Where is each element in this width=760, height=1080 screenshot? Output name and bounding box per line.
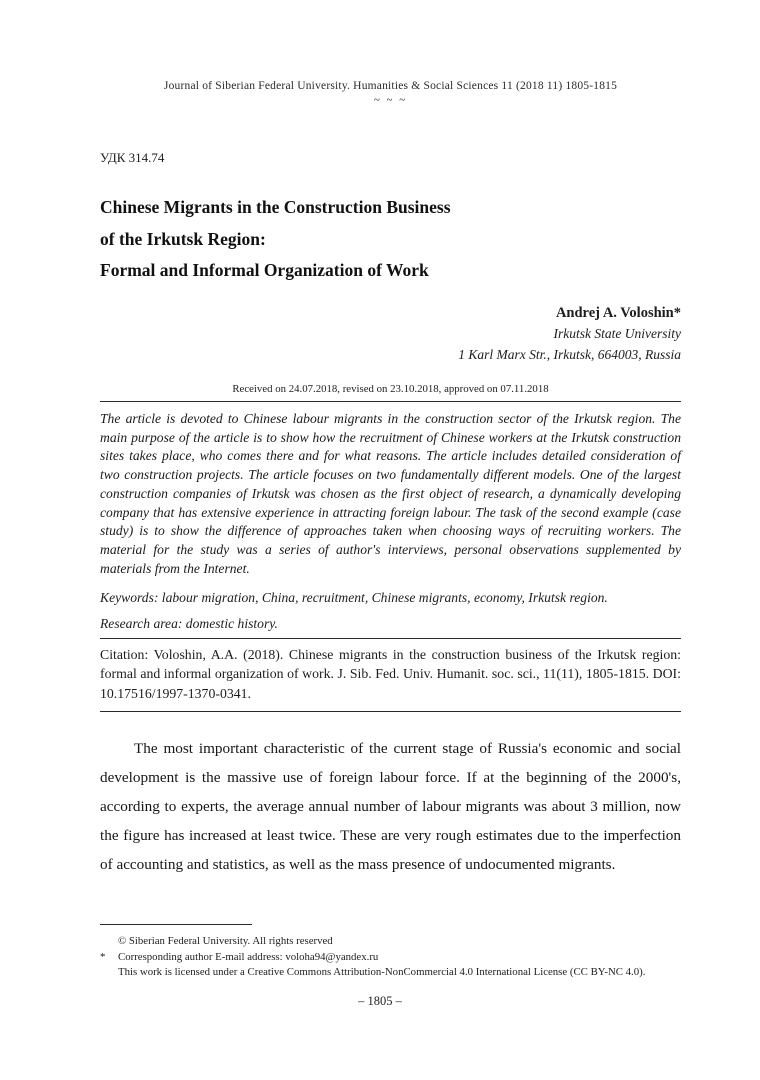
footnote-asterisk: * (100, 950, 106, 963)
abstract-text: The article is devoted to Chinese labour migrants in the construction sector of the Irkutsk region. The main purpose of the article is to show how the recruitment of Chinese workers at the Irkutsk construction sites takes place, who comes there and for what reasons. The article includes detailed consideration of two construction projects. The article focuses on two fundamentally different models. One of the largest construction companies of Irkutsk was chosen as the first object of research, a dynamically developing company that has extensive experience in attracting foreign labour. The task of the second example (case study) is to show the difference of approaches taken when choosing ways of recruiting workers. The material for the study was a series of author's interviews, personal observations supplemented by materials from the Internet. (100, 410, 681, 576)
divider-below-citation (100, 711, 681, 712)
divider-above-citation (100, 638, 681, 639)
footnote-block (100, 934, 681, 981)
title-line-1: Chinese Migrants in the Construction Business (100, 197, 451, 217)
footnote-copyright-text: © Siberian Federal University. All rights reserved (118, 935, 333, 947)
title-line-2: of the Irkutsk Region: (100, 228, 266, 249)
footnote-marker-empty (100, 934, 118, 950)
research-area-line: Research area: domestic history. (100, 615, 278, 631)
footnote-marker-empty-2 (100, 965, 118, 981)
udc-label: УДК 314.74 (100, 150, 165, 165)
author-address: 1 Karl Marx Str., Irkutsk, 664003, Russia (458, 346, 681, 362)
footnote-copyright (100, 934, 681, 950)
footnote-license-text: This work is licensed under a Creative Commons Attribution-NonCommercial 4.0 International License (CC BY-NC 4.0). (118, 966, 646, 979)
body-paragraph: The most important characteristic of the current stage of Russia's economic and social development is the massive use of foreign labour force. If at the beginning of the 2000's, according to experts, the average annual number of labour migrants was about 3 million, now the figure has increased at least twice. These are very rough estimates due to the imperfection of accounting and statistics, as well as the mass presence of undocumented migrants. (100, 739, 681, 874)
journal-header: Journal of Siberian Federal University. Humanities & Social Sciences 11 (2018 11) 1805-1815 (163, 80, 618, 92)
keywords-line: Keywords: labour migration, China, recruitment, Chinese migrants, economy, Irkutsk region. (100, 589, 608, 605)
divider-top-of-abstract (100, 401, 681, 402)
author-affiliation: Irkutsk State University (553, 326, 681, 342)
title-line-3: Formal and Informal Organization of Work (100, 260, 429, 280)
received-dates: Received on 24.07.2018, revised on 23.10.2018, approved on 07.11.2018 (232, 382, 549, 395)
citation-block: Citation: Voloshin, A.A. (2018). Chinese migrants in the construction business of the Irkutsk region: formal and informal organization of work. J. Sib. Fed. Univ. Humanit. soc. sci., 11(11), 1805-1815. DOI: 10.17516/1997-1370-0341. (100, 646, 681, 701)
tilde-ornament: ~ ~ ~ (373, 94, 408, 106)
article-title (100, 192, 681, 287)
footnote-corresponding-text: Corresponding author E-mail address: voloha94@yandex.ru (118, 950, 379, 963)
author-block (100, 303, 681, 365)
footnote-corresponding-author (100, 950, 681, 966)
footnote-license (100, 965, 681, 981)
author-name: Andrej A. Voloshin* (555, 304, 681, 321)
page-content (100, 0, 681, 880)
footnote-divider (100, 924, 252, 925)
page-number: – 1805 – (358, 994, 402, 1008)
